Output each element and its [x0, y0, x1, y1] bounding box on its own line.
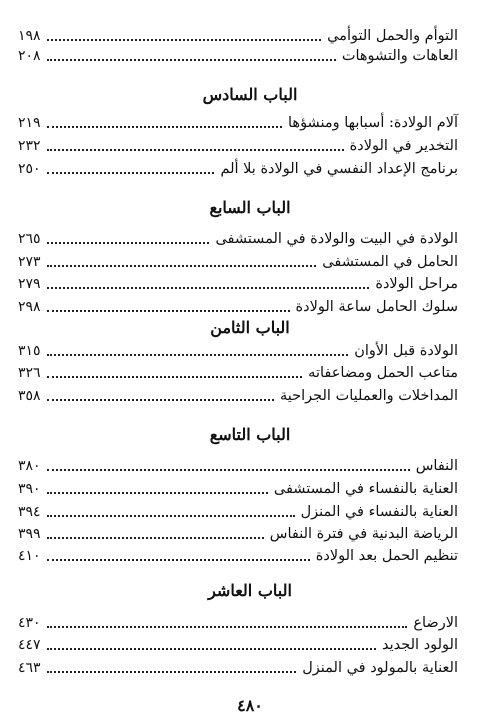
dot-leader — [47, 172, 215, 174]
toc-entry — [18, 546, 458, 566]
entry-title: العاهات والتشوهات — [341, 48, 458, 64]
dot-leader — [47, 537, 264, 539]
toc-entry — [18, 274, 458, 294]
entry-title: الحامل في المستشفى — [322, 254, 458, 270]
dot-leader — [47, 515, 295, 517]
chapter-heading: الباب السادس — [202, 85, 298, 104]
entry-title: مراحل الولادة — [375, 276, 458, 292]
chapter-heading: الباب العاشر — [208, 581, 292, 600]
chapter-heading: الباب التاسع — [209, 425, 291, 444]
entry-title: الارضاع — [413, 615, 458, 631]
toc-entry — [18, 502, 458, 522]
entry-page-number: ٣٩٩ — [18, 526, 41, 542]
toc-entry — [18, 456, 458, 476]
entry-page-number: ٢٠٨ — [18, 48, 41, 64]
entry-title: التخدير في الولادة — [349, 138, 458, 154]
entry-page-number: ٢٩٨ — [18, 299, 41, 315]
entry-page-number: ٣٢٦ — [18, 365, 41, 381]
entry-title: آلام الولادة: أسبابها ومنشؤها — [288, 115, 458, 131]
entry-title: المداخلات والعمليات الجراحية — [280, 388, 458, 404]
toc-entry — [18, 26, 458, 46]
dot-leader — [47, 59, 336, 61]
entry-page-number: ٤٦٣ — [18, 660, 41, 676]
entry-title: الولادة في البيت والولادة في المستشفى — [215, 231, 458, 247]
toc-entry — [18, 229, 458, 249]
entry-page-number: ١٩٨ — [18, 28, 41, 44]
entry-page-number: ٢٣٢ — [18, 138, 41, 154]
toc-entry — [18, 479, 458, 499]
page-number: ٤٨٠ — [237, 696, 263, 715]
entry-page-number: ٢٦٥ — [18, 231, 41, 247]
dot-leader — [47, 39, 322, 41]
toc-entry — [18, 341, 458, 361]
entry-title: التوأم والحمل التوأمي — [327, 28, 458, 44]
entry-title: سلوك الحامل ساعة الولادة — [295, 299, 458, 315]
chapter-heading: الباب الثامن — [210, 318, 290, 337]
toc-entry — [18, 363, 458, 383]
entry-page-number: ٢٧٩ — [18, 276, 41, 292]
entry-title: العناية بالمولود في المنزل — [302, 660, 458, 676]
toc-entry — [18, 635, 458, 655]
dot-leader — [47, 376, 303, 378]
entry-page-number: ٤٣٠ — [18, 615, 41, 631]
entry-title: متاعب الحمل ومضاعفاته — [308, 365, 458, 381]
toc-entry — [18, 159, 458, 179]
toc-entry — [18, 613, 458, 633]
entry-page-number: ٣٩٤ — [18, 504, 41, 520]
dot-leader — [47, 287, 370, 289]
toc-entry — [18, 136, 458, 156]
chapter-heading: الباب السابع — [209, 198, 291, 217]
dot-leader — [47, 559, 310, 561]
dot-leader — [47, 242, 210, 244]
dot-leader — [47, 671, 297, 673]
entry-page-number: ٢٧٣ — [18, 254, 41, 270]
dot-leader — [47, 469, 410, 471]
entry-title: النفاس — [415, 458, 458, 474]
dot-leader — [47, 126, 282, 128]
entry-title: تنظيم الحمل بعد الولادة — [315, 548, 458, 564]
toc-entry — [18, 524, 458, 544]
entry-title: العناية بالنفساء في المنزل — [300, 504, 458, 520]
entry-page-number: ٢١٩ — [18, 115, 41, 131]
dot-leader — [47, 354, 349, 356]
toc-entry — [18, 386, 458, 406]
entry-page-number: ٢٥٠ — [18, 161, 41, 177]
dot-leader — [47, 492, 268, 494]
entry-page-number: ٣٥٨ — [18, 388, 41, 404]
entry-page-number: ٤١٠ — [18, 548, 41, 564]
entry-page-number: ٤٤٧ — [18, 637, 41, 653]
toc-entry — [18, 252, 458, 272]
dot-leader — [47, 399, 274, 401]
toc-entry — [18, 658, 458, 678]
dot-leader — [47, 149, 344, 151]
entry-title: الرياضة البدنية في فترة النفاس — [269, 526, 458, 542]
dot-leader — [47, 626, 408, 628]
entry-page-number: ٣٩٠ — [18, 481, 41, 497]
entry-page-number: ٣٨٠ — [18, 458, 41, 474]
dot-leader — [47, 265, 317, 267]
dot-leader — [47, 310, 290, 312]
entry-page-number: ٣١٥ — [18, 343, 41, 359]
toc-entry — [18, 297, 458, 317]
dot-leader — [47, 648, 376, 650]
entry-title: برنامج الإعداد النفسي في الولادة بلا ألم — [220, 161, 458, 177]
toc-entry — [18, 113, 458, 133]
entry-title: الولادة قبل الأوان — [354, 343, 458, 359]
entry-title: العناية بالنفساء في المستشفى — [273, 481, 458, 497]
entry-title: الولود الجديد — [382, 637, 458, 653]
toc-entry — [18, 46, 458, 66]
